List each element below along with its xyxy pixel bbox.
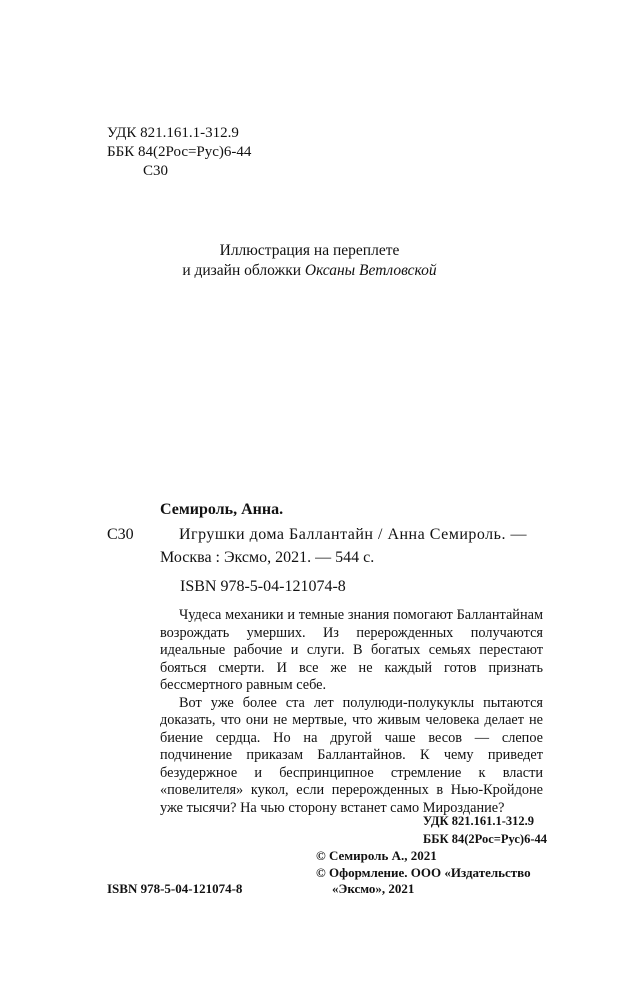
- annotation: [160, 607, 543, 817]
- author-sign: С30: [143, 163, 169, 179]
- annotation-paragraph-2: Вот уже более ста лет полулюди-полукуклы пытаются доказать, что они не мертвые, что живым человека делает не биение сердца. Но на другой чаше весов — слепое подчинение приказам Баллантайнов. К чему приведет безудержное и беспринципное стремление к власти «повелителя» кукол, если перерожденных в Нью-Кройдоне уже тысячи? На чью сторону встанет само Мироздание?: [160, 694, 543, 816]
- bbk-code: ББК 84(2Рос=Рус)6-44: [107, 144, 252, 160]
- credits-line-2-prefix: и дизайн обложки: [182, 262, 305, 279]
- footer-isbn: ISBN 978-5-04-121074-8: [107, 881, 243, 896]
- copyright-block: [316, 848, 531, 898]
- udk-code: УДК 821.161.1-312.9: [107, 125, 239, 141]
- annotation-paragraph-1: Чудеса механики и темные знания помогают Баллантайнам возрождать умерших. Из перерожденных получаются идеальные рабочие и слуги. В богатых семьях перестают бояться смерти. И все же не каждый готов признать бессмертного равным себе.: [160, 607, 543, 693]
- bottom-bbk: ББК 84(2Рос=Рус)6-44: [423, 832, 547, 846]
- credits-line-2: [0, 261, 619, 281]
- bib-isbn: ISBN 978-5-04-121074-8: [180, 578, 346, 595]
- bib-title-line: Игрушки дома Баллантайн / Анна Семироль. —: [179, 526, 527, 543]
- bib-index-code: С30: [107, 526, 134, 543]
- bottom-classification: [423, 812, 547, 848]
- bottom-udk: УДК 821.161.1-312.9: [423, 814, 534, 828]
- credits-line-1: Иллюстрация на переплете: [219, 242, 400, 259]
- designer-name: Оксаны Ветловской: [304, 262, 437, 279]
- illustration-credits: [0, 241, 619, 281]
- classification-block: [107, 124, 251, 181]
- bib-publisher-line: Москва : Эксмо, 2021. — 544 с.: [160, 549, 375, 566]
- copyright-line-2: © Оформление. ООО «Издательство: [316, 864, 531, 880]
- copyright-line-3: «Эксмо», 2021: [332, 881, 415, 896]
- copyright-line-1: © Семироль А., 2021: [316, 848, 437, 863]
- bib-author: Семироль, Анна.: [160, 501, 284, 518]
